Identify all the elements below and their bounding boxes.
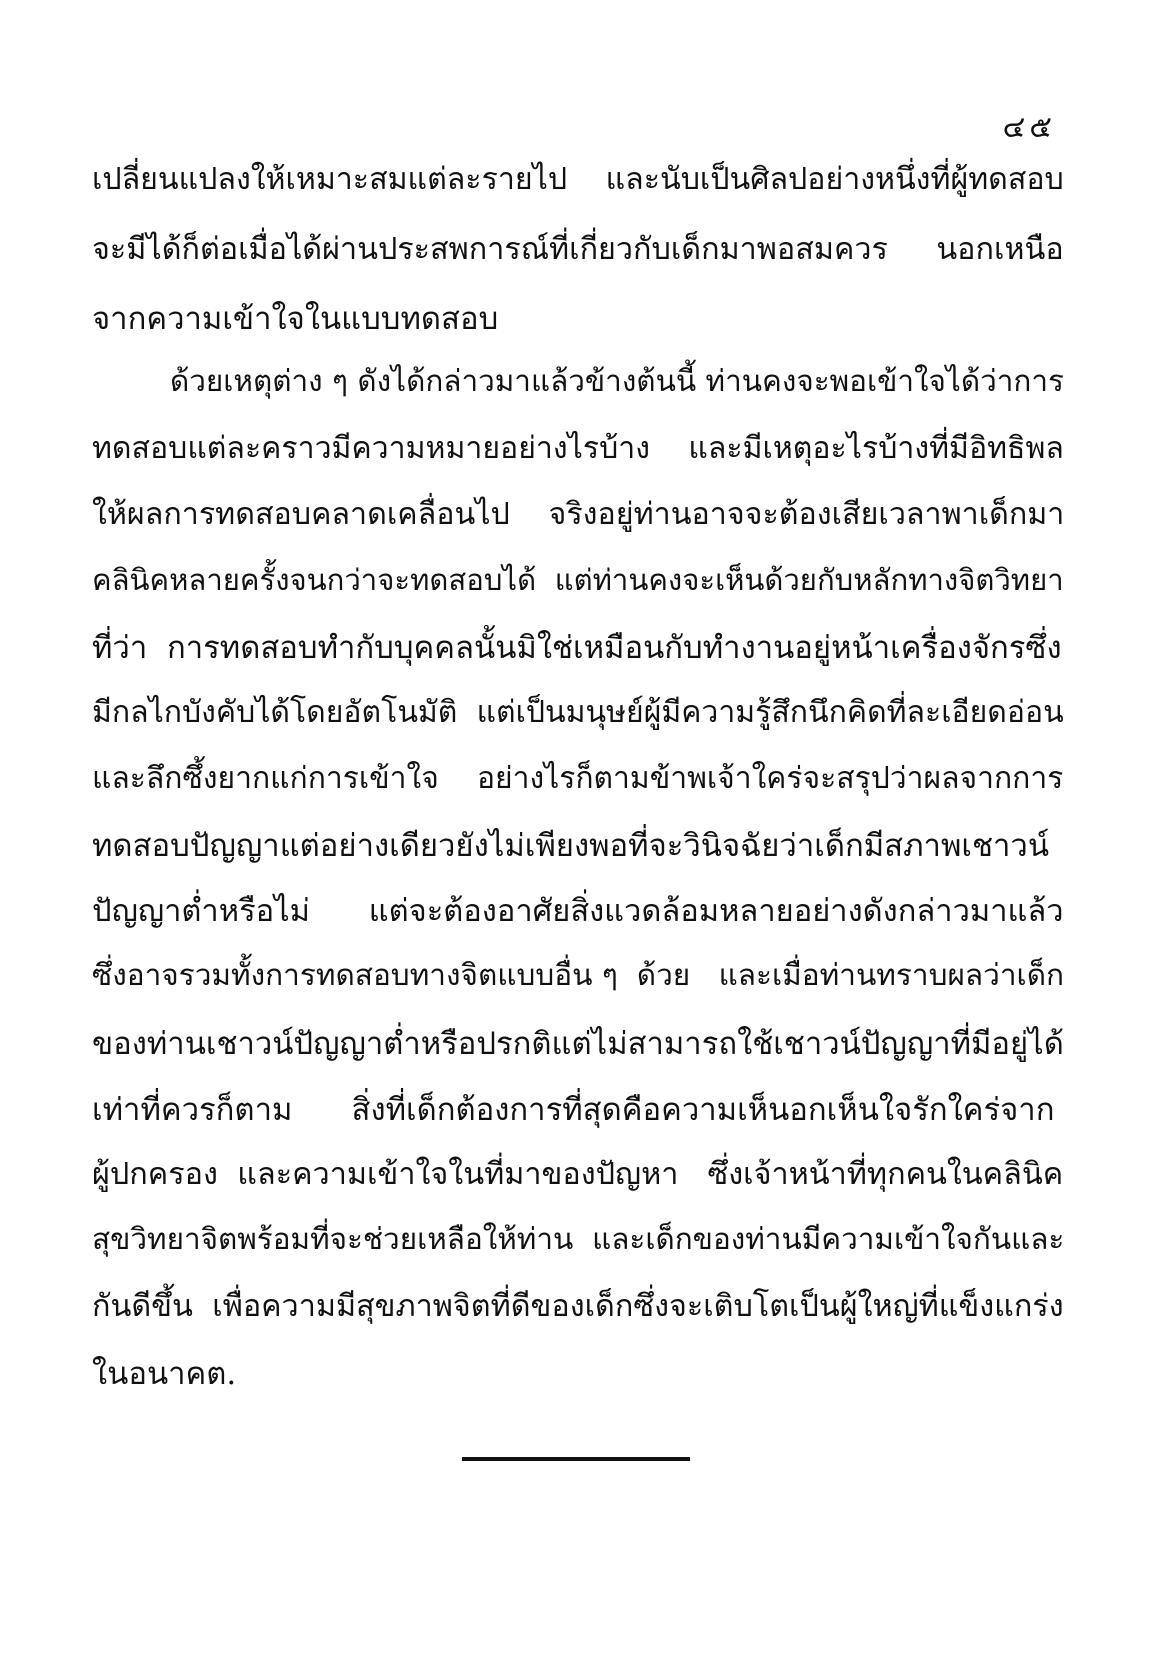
text-line: ในอนาคต. <box>92 1356 237 1392</box>
text-line: ผู้ปกครอง และความเข้าใจในที่มาของปัญหา ซึ่งเจ้าหน้าที่ทุกคนในคลินิค <box>92 1157 1064 1192</box>
text-line: ของท่านเชาวน์ปัญญาต่ำหรือปรกติแต่ไม่สามารถใช้เชาวน์ปัญญาที่มีอยู่ได้ <box>92 1026 1064 1062</box>
section-divider <box>462 1457 690 1461</box>
page-number: ๔๕ <box>1002 110 1056 145</box>
text-line: ปัญญาต่ำหรือไม่ แต่จะต้องอาศัยสิ่งแวดล้อมหลายอย่างดังกล่าวมาแล้ว <box>92 893 1064 929</box>
text-line: ที่ว่า การทดสอบทำกับบุคคลนั้นมิใช่เหมือนกับทำงานอยู่หน้าเครื่องจักรซึ่ง <box>92 630 1062 666</box>
text-line: ด้วยเหตุต่าง ๆ ดังได้กล่าวมาแล้วข้างต้นนี้ ท่านคงจะพอเข้าใจได้ว่าการ <box>170 363 1064 398</box>
text-line: กันดีขึ้น เพื่อความมีสุขภาพจิตที่ดีของเด็กซึ่งจะเติบโตเป็นผู้ใหญ่ที่แข็งแกร่ง <box>92 1289 1064 1324</box>
text-line: ให้ผลการทดสอบคลาดเคลื่อนไป จริงอยู่ท่านอาจจะต้องเสียเวลาพาเด็กมา <box>92 497 1065 532</box>
text-line: เท่าที่ควรก็ตาม สิ่งที่เด็กต้องการที่สุดคือความเห็นอกเห็นใจรักใคร่จาก <box>92 1092 1055 1128</box>
text-line: และลึกซึ้งยากแก่การเข้าใจ อย่างไรก็ตามข้าพเจ้าใคร่จะสรุปว่าผลจากการ <box>92 761 1064 796</box>
text-line: มีกลไกบังคับได้โดยอัตโนมัติ แต่เป็นมนุษย์ผู้มีความรู้สึกนึกคิดที่ละเอียดอ่อน <box>92 695 1064 730</box>
text-line: คลินิคหลายครั้งจนกว่าจะทดสอบได้ แต่ท่านคงจะเห็นด้วยกับหลักทางจิตวิทยา <box>92 563 1064 597</box>
text-line: สุขวิทยาจิตพร้อมที่จะช่วยเหลือให้ท่าน และเด็กของท่านมีความเข้าใจกันและ <box>92 1221 1065 1256</box>
text-line: ซึ่งอาจรวมทั้งการทดสอบทางจิตแบบอื่น ๆ ด้วย และเมื่อท่านทราบผลว่าเด็ก <box>92 958 1065 993</box>
text-line: จากความเข้าใจในแบบทดสอบ <box>92 301 499 337</box>
text-line: ทดสอบปัญญาแต่อย่างเดียวยังไม่เพียงพอที่จะวินิจฉัยว่าเด็กมีสภาพเชาวน์ <box>92 828 1050 864</box>
text-line: จะมีได้ก็ต่อเมื่อได้ผ่านประสพการณ์ที่เกี่ยวกับเด็กมาพอสมควร นอกเหนือ <box>92 232 1064 267</box>
text-line: เปลี่ยนแปลงให้เหมาะสมแต่ละรายไป และนับเป็นศิลปอย่างหนึ่งที่ผู้ทดสอบ <box>92 162 1064 197</box>
text-line: ทดสอบแต่ละคราวมีความหมายอย่างไรบ้าง และมีเหตุอะไรบ้างที่มีอิทธิพล <box>92 431 1064 466</box>
